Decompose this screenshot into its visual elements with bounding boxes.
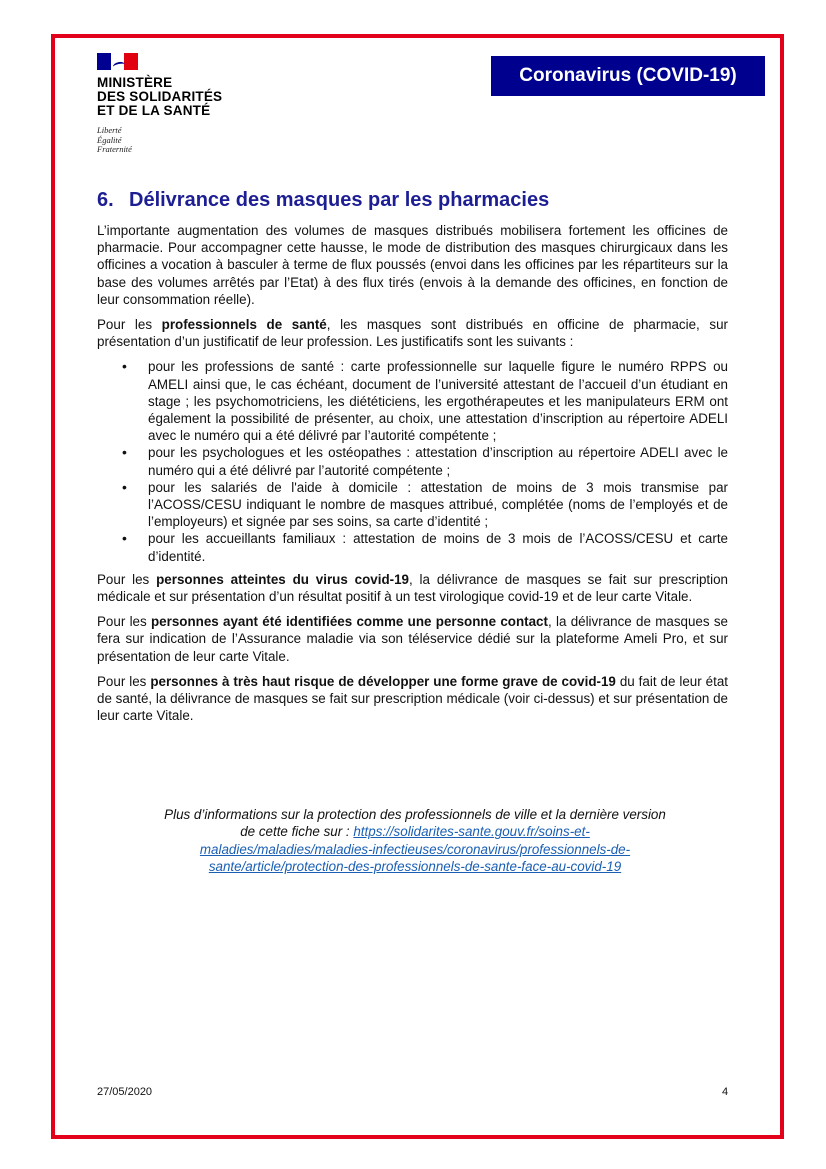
ministry-line: MINISTÈRE [97, 75, 173, 90]
list-item: • pour les accueillants familiaux : attestation de moins de 3 mois de l’ACOSS/CESU et carte d’identité. [148, 530, 728, 564]
section-title-text: Délivrance des masques par les pharmacies [129, 189, 550, 211]
intro-paragraph: L’importante augmentation des volumes de masques distribués mobilisera fortement les officines de pharmacie. Pour accompagner cette hausse, le mode de distribution des masques chirurgicaux dans les officines a vocation à basculer à terme de flux poussés (envoi dans les officines par les répartiteurs sur la base des volumes arrêtés par l’Etat) à des flux tirés (envois à la demande des officines, en fonction de leur consommation réelle). [97, 223, 728, 307]
text-run: Pour les [97, 673, 151, 689]
text-run: , les masques sont distribués en officine de pharmacie, sur présentation d’un justificatif de leur profession. Les justificatifs sont les suivants : [97, 317, 729, 350]
bold-text: personnes atteintes du virus covid-19 [156, 571, 409, 587]
bold-text: professionnels de santé [161, 317, 327, 333]
motto [97, 126, 132, 155]
ministry-name [97, 76, 257, 118]
text-run: , la délivrance de masques se fait sur prescription médicale et sur présentation d’un résultat positif à un test virologique covid-19 et de leur carte Vitale. [97, 571, 729, 605]
justificatifs-list [97, 358, 728, 564]
motto-line: Égalité [97, 134, 122, 145]
contact-paragraph [97, 613, 728, 665]
ministry-line: ET DE LA SANTÉ [97, 103, 211, 118]
motto-line: Liberté [97, 125, 122, 135]
risk-paragraph [97, 673, 728, 725]
more-info-text: Plus d’informations sur la protection des professionnels de ville et la dernière version de cette fiche sur : [164, 807, 666, 840]
bold-text: personnes à très haut risque de développer une forme grave de covid-19 [150, 673, 616, 689]
text-run: Pour les [97, 317, 162, 333]
text-run: du fait de leur état de santé, la délivrance de masques se fait sur prescription médicale (voir ci-dessus) et sur présentation de leur carte Vitale. [97, 673, 728, 724]
ministry-line: DES SOLIDARITÉS [97, 89, 223, 104]
page-number: 4 [722, 1086, 729, 1098]
list-item: • pour les professions de santé : carte professionnelle sur laquelle figure le numéro RPPS ou AMELI ainsi que, le cas échéant, document de l’université attestant de l’accueil d’un étudiant en stage ; les psychomotriciens, les diététiciens, les ergothérapeutes et les manipulateurs ERM ont également la possibilité de présenter, au choix, une attestation d’inscription au répertoire ADELI avec le numéro qui a été délivré par l’autorité compétente ; [148, 358, 728, 444]
section-title [97, 189, 549, 212]
bold-text: personnes ayant été identifiées comme une personne contact [151, 614, 548, 630]
marianne-flag-icon [97, 53, 138, 70]
text-run: Pour les [97, 571, 157, 587]
list-item: • pour les salariés de l'aide à domicile : attestation de moins de 3 mois transmise par l’ACOSS/CESU indiquant le nombre de masques attribué, complétée (noms de l’employés et de l’employeurs) et signée par ses soins, sa carte d’identité ; [148, 479, 728, 531]
list-item: • pour les psychologues et les ostéopathes : attestation d’inscription au répertoire ADELI avec le numéro qui a été délivré par l’autorité compétente ; [148, 444, 728, 478]
motto-line: Fraternité [97, 144, 132, 154]
more-info-note [160, 806, 670, 876]
main-content [97, 222, 728, 732]
covid-paragraph [97, 571, 728, 605]
header-banner: Coronavirus (COVID-19) [491, 56, 765, 96]
text-run: Pour les [97, 614, 151, 630]
footer-date: 27/05/2020 [97, 1086, 153, 1098]
more-info-link[interactable]: https://solidarites-sante.gouv.fr/soins-et-maladies/maladies/maladies-infectieuses/coronavirus/professionnels-de-sante/article/protection-des-professionnels-de-sante-face-au-covid-19 [199, 824, 631, 875]
text-run: , la délivrance de masques se fera sur indication de l’Assurance maladie via son téléservice dédié sur la plateforme Ameli Pro, et sur présentation de leur carte Vitale. [97, 614, 728, 664]
pros-paragraph [97, 316, 728, 350]
section-number: 6. [97, 189, 114, 211]
